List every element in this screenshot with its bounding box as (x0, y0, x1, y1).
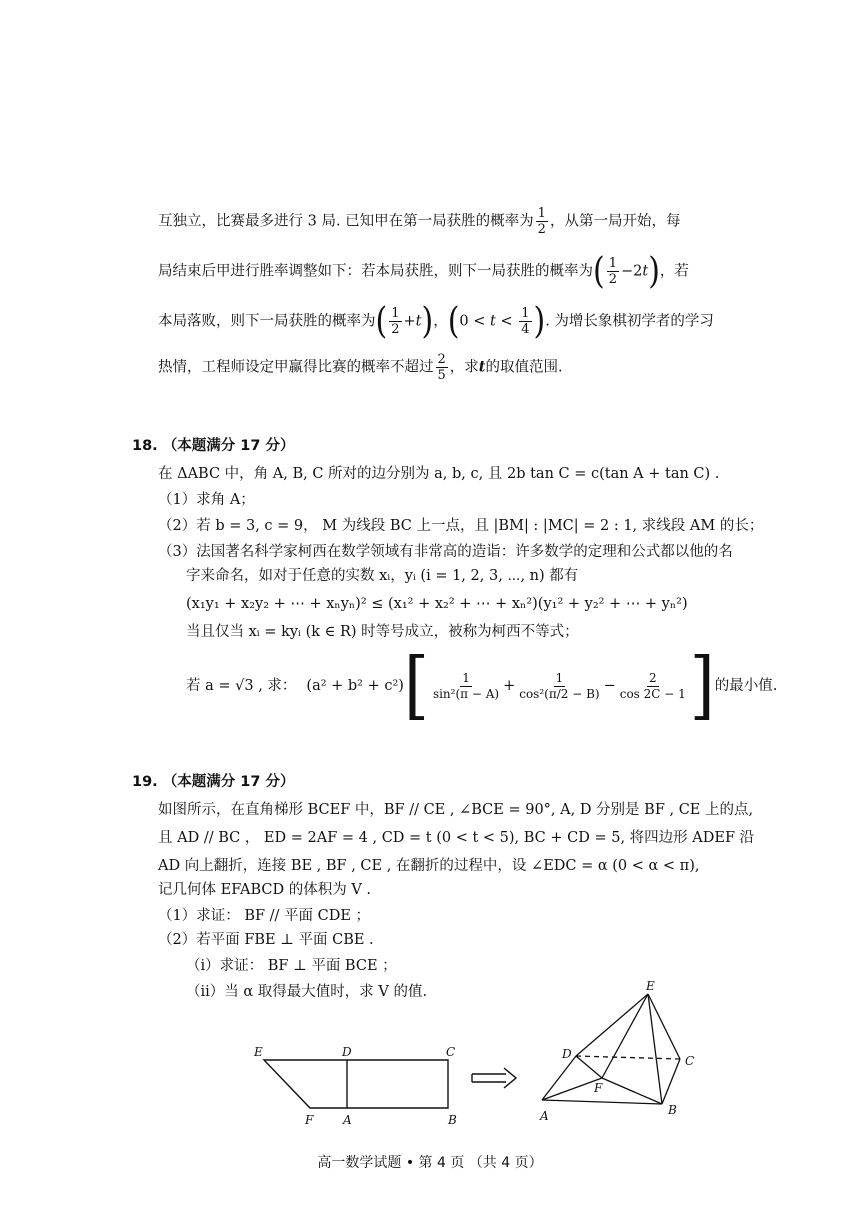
q19-line-4: 记几何体 EFABCD 的体积为 V . (158, 882, 372, 898)
q17-line-4: 热情，工程师设定甲赢得比赛的概率不超过 $\frac{2}{5}$ ，求t的取值范围. (158, 352, 563, 383)
q19-part-2: （2）若平面 FBE ⊥ 平面 CBE . (158, 932, 374, 948)
q19-line-1: 如图所示，在直角梯形 BCEF 中，BF // CE , ∠BCE = 90°, A, D 分别是 BF , CE 上的点, (158, 802, 754, 818)
q17-line-3: 本局落败，则下一局获胜的概率为( $\frac{1}{2}$ +t)，(0 < t < $\frac{1}{4}$ ). 为增长象棋初学者的学习 (158, 299, 714, 342)
q17-line-1-b: ，从第一局开始，每 (549, 213, 681, 230)
q18-part-3-expression: 若 a = √3 , 求： (a² + b² + c²) [ $\frac{1}{\text{sin²(π − A)}}$ + $\frac{1}{\text{cos²(π/2 − B)}}$ − $\frac{2}{\cos 2C - 1}$ ] 的最小值. (186, 643, 778, 729)
q17-line-1-a: 互独立，比赛最多进行 3 局. 已知甲在第一局获胜的概率为 (158, 213, 534, 230)
figure-folded-solid (532, 980, 702, 1130)
q18-heading: 18. （本题满分 17 分） (132, 438, 295, 454)
q18-stem: 在 ΔABC 中，角 A, B, C 所对的边分别为 a, b, c, 且 2b tan C = c(tan A + tan C) . (158, 466, 720, 482)
q17-line-4-t: t (478, 358, 486, 376)
q19-part-2-i: （i）求证： BF ⊥ 平面 BCE ； (186, 958, 397, 974)
q17-line-3-c: . 为增长象棋初学者的学习 (545, 313, 714, 330)
q17-line-2-b: ，若 (659, 263, 689, 280)
q19-part-1: （1）求证： BF // 平面 CDE ； (158, 908, 371, 924)
fraction-one-half: $\frac{1}{2}$ (537, 206, 546, 237)
label-B-left: B (448, 1113, 457, 1127)
arrow-icon (470, 1066, 520, 1090)
label-D-left: D (342, 1045, 352, 1059)
q18-cauchy-inequality: (x₁y₁ + x₂y₂ + ⋯ + xₙyₙ)² ≤ (x₁² + x₂² + ⋯ + xₙ²)(y₁² + y₂² + ⋯ + yₙ²) (186, 596, 688, 612)
q19-line-2: 且 AD // BC ， ED = 2AF = 4 , CD = t (0 < t < 5), BC + CD = 5, 将四边形 ADEF 沿 (158, 830, 755, 846)
q18-part-3-line-2: 字来命名，如对于任意的实数 xᵢ，yᵢ (i = 1, 2, 3, ⋯, n) 都有 (186, 568, 579, 584)
q17-line-2: 局结束后甲进行胜率调整如下：若本局获胜，则下一局获胜的概率为( $\frac{1}{2}$ −2t)，若 (158, 249, 689, 292)
q18-part-3-line-4: 当且仅当 xᵢ = kyᵢ (k ∈ R) 时等号成立，被称为柯西不等式； (186, 624, 579, 640)
figure-trapezoid (250, 1040, 480, 1130)
label-A-right: A (540, 1109, 549, 1123)
q17-line-4-a: 热情，工程师设定甲赢得比赛的概率不超过 (158, 359, 434, 376)
q17-line-3-a: 本局落败，则下一局获胜的概率为 (158, 313, 376, 330)
q17-line-4-c: 的取值范围. (485, 359, 563, 376)
label-F-left: F (305, 1113, 314, 1127)
q18-part-3-line-1: （3）法国著名科学家柯西在数学领域有非常高的造诣：许多数学的定理和公式都以他的名 (158, 544, 733, 560)
label-B-right: B (668, 1103, 677, 1117)
label-A-left: A (343, 1113, 352, 1127)
q17-line-3-b: ， (433, 313, 448, 330)
q18-part-1: （1）求角 A； (158, 492, 255, 508)
q17-line-4-b: ，求 (449, 359, 479, 376)
label-C-left: C (446, 1045, 456, 1059)
label-E-left: E (254, 1045, 263, 1059)
q17-line-2-a: 局结束后甲进行胜率调整如下：若本局获胜，则下一局获胜的概率为 (158, 263, 593, 280)
q19-part-2-ii: （ii）当 α 取得最大值时，求 V 的值. (186, 984, 428, 1000)
q18-part-2: （2）若 b = 3, c = 9， M 为线段 BC 上一点，且 |BM| : |MC| = 2 : 1, 求线段 AM 的长； (158, 518, 764, 534)
label-E-right: E (646, 980, 655, 993)
label-D-right: D (562, 1047, 572, 1061)
q17-line-1 (158, 206, 680, 237)
page-footer: 高一数学试题 • 第 4 页 （共 4 页） (317, 1155, 543, 1171)
q19-heading: 19. （本题满分 17 分） (132, 774, 295, 790)
label-F-right: F (594, 1081, 603, 1095)
q19-line-3: AD 向上翻折，连接 BE , BF , CE , 在翻折的过程中，设 ∠EDC = α (0 < α < π), (158, 858, 700, 874)
label-C-right: C (685, 1054, 695, 1068)
